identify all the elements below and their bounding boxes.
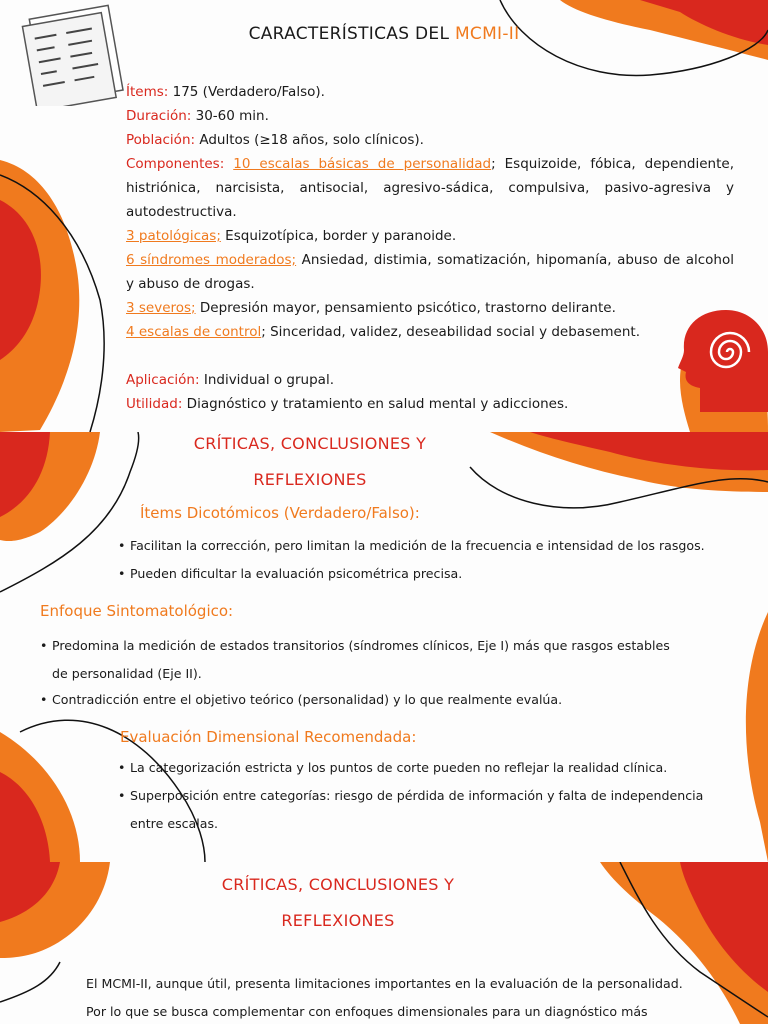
duration-line: Duración: 30-60 min. xyxy=(126,108,269,124)
moderate-syndromes-line: 6 síndromes moderados; Ansiedad, distimia, somatización, hipomanía, abuso de alcohol y abuso de drogas. xyxy=(126,252,734,292)
list-item: • Facilitan la corrección, pero limitan la medición de la frecuencia e intensidad de los rasgos. xyxy=(118,538,705,553)
document-icon xyxy=(14,2,132,106)
population-line: Población: Adultos (≥18 años, solo clínicos). xyxy=(126,132,424,148)
characteristics-slide xyxy=(0,0,768,432)
characteristics-list xyxy=(126,80,734,416)
section-heading: CRÍTICAS, CONCLUSIONES Y REFLEXIONES xyxy=(193,434,427,489)
list-item: • Contradicción entre el objetivo teórico (personalidad) y lo que realmente evalúa. xyxy=(40,692,563,707)
list-item: • La categorización estricta y los puntos de corte pueden no reflejar la realidad clínica. xyxy=(118,760,668,775)
components-line: Componentes: 10 escalas básicas de personalidad; Esquizoide, fóbica, dependiente, histriónica, narcisista, antisocial, agresivo-sádica, compulsiva, pasivo-agresiva y autodestructiva. xyxy=(126,156,735,220)
conclusions-slide xyxy=(0,862,768,1024)
section-heading: CRÍTICAS, CONCLUSIONES Y REFLEXIONES xyxy=(221,875,455,930)
dimensional-evaluation-subheading: Evaluación Dimensional Recomendada: xyxy=(120,728,417,746)
list-item: • Predomina la medición de estados transitorios (síndromes clínicos, Eje I) más que rasgos estables de personalidad (Eje II). xyxy=(40,638,670,681)
critiques-slide xyxy=(0,432,768,862)
application-line: Aplicación: Individual o grupal. xyxy=(126,372,334,388)
dichotomous-items-subheading: Ítems Dicotómicos (Verdadero/Falso): xyxy=(140,504,420,522)
spacer xyxy=(126,344,734,368)
utility-line: Utilidad: Diagnóstico y tratamiento en salud mental y adicciones. xyxy=(126,396,569,412)
severe-line: 3 severos; Depresión mayor, pensamiento psicótico, trastorno delirante. xyxy=(126,300,616,316)
list-item: • Superposición entre categorías: riesgo de pérdida de información y falta de independencia entre escalas. xyxy=(118,788,704,831)
symptomatological-subheading: Enfoque Sintomatológico: xyxy=(40,602,234,620)
page-title: CARACTERÍSTICAS DEL MCMI-II xyxy=(248,24,520,44)
items-line: Ítems: 175 (Verdadero/Falso). xyxy=(126,84,325,100)
pathological-line: 3 patológicas; Esquizotípica, border y paranoide. xyxy=(126,228,457,244)
control-scales-line: 4 escalas de control; Sinceridad, validez, deseabilidad social y debasement. xyxy=(126,324,641,340)
conclusion-paragraph: El MCMI-II, aunque útil, presenta limitaciones importantes en la evaluación de la personalidad. Por lo que se busca complementar con enfoques dimensionales para un diagnóstico más xyxy=(86,976,683,1019)
list-item: • Pueden dificultar la evaluación psicométrica precisa. xyxy=(118,566,463,581)
